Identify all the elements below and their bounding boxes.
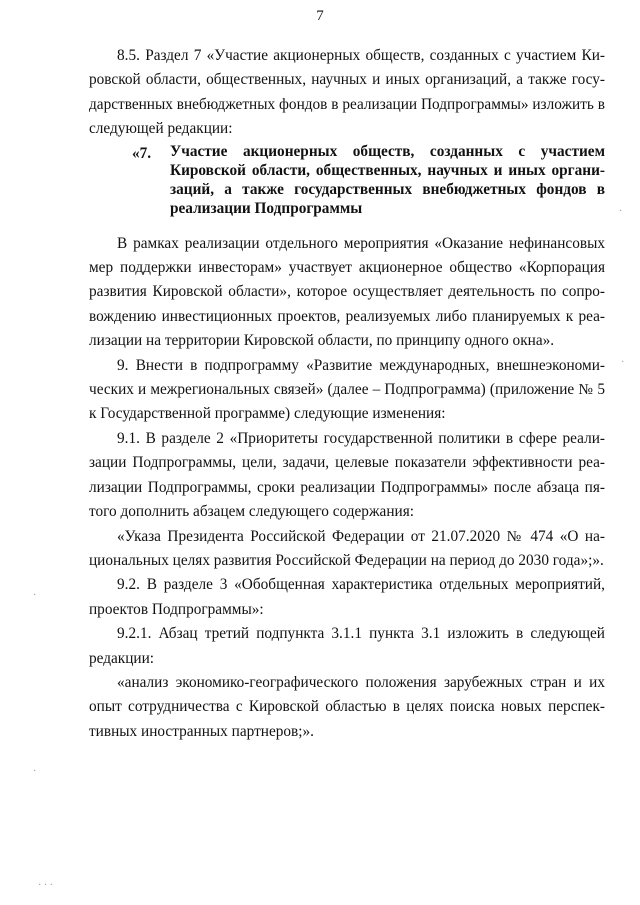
scan-speck: · · · bbox=[38, 880, 53, 891]
text-line: зации Подпрограммы, цели, задачи, целевые показатели эффективности реа- bbox=[89, 454, 605, 472]
text-line: тивных иностранных партнеров;». bbox=[89, 722, 314, 740]
heading-line: Участие акционерных обществ, созданных с участием bbox=[170, 142, 605, 160]
scan-speck: · bbox=[619, 206, 623, 217]
text-line: ровской области, общественных, научных и иных организаций, а также госу- bbox=[89, 71, 605, 89]
scan-speck: · bbox=[33, 590, 37, 601]
section-heading-number: «7. bbox=[132, 144, 152, 162]
text-line: мер поддержки инвесторам» участвует акционерное общество «Корпорация bbox=[89, 259, 605, 277]
text-line: 8.5. Раздел 7 «Участие акционерных обществ, созданных с участием Ки- bbox=[117, 47, 605, 64]
page-number: 7 bbox=[316, 8, 324, 24]
text-line: лизации на территории Кировской области, по принципу одного окна». bbox=[89, 332, 555, 350]
text-line: 9.2. В разделе 3 «Обобщенная характеристика отдельных мероприятий, bbox=[117, 576, 605, 594]
text-line: дарственных внебюджетных фондов в реализации Подпрограммы» изложить в bbox=[89, 95, 605, 113]
text-line: развития Кировской области», которое осуществляет деятельность по сопро- bbox=[89, 283, 605, 301]
document-body bbox=[89, 44, 605, 744]
paragraph-analysis bbox=[89, 671, 605, 744]
text-line: 9.2.1. Абзац третий подпункта 3.1.1 пункта 3.1 изложить в следующей bbox=[117, 625, 605, 643]
text-line: 9.1. В разделе 2 «Приоритеты государственной политики в сфере реали- bbox=[117, 429, 605, 447]
paragraph-9-1 bbox=[89, 427, 605, 525]
paragraph-8-5 bbox=[89, 44, 605, 142]
scan-speck: · bbox=[621, 357, 625, 368]
text-line: циональных целях развития Российской Федерации на период до 2030 года»;». bbox=[89, 551, 604, 569]
heading-line: Кировской области, общественных, научных и иных органи- bbox=[170, 161, 605, 179]
text-line: «Указа Президента Российской Федерации от 21.07.2020 № 474 «О на- bbox=[117, 527, 605, 545]
text-line: «анализ экономико-географического положения зарубежных стран и их bbox=[117, 673, 605, 691]
text-line: вождению инвестиционных проектов, реализуемых либо планируемых к реа- bbox=[89, 307, 605, 325]
paragraph-decree bbox=[89, 525, 605, 574]
text-line: к Государственной программе) следующие изменения: bbox=[89, 405, 446, 423]
text-line: опыт сотрудничества с Кировской областью в целях поиска новых перспек- bbox=[89, 698, 605, 716]
paragraph-9 bbox=[89, 354, 605, 427]
paragraph-corporation bbox=[89, 232, 605, 354]
scan-speck: · bbox=[33, 766, 37, 777]
text-line: лизации Подпрограммы, сроки реализации Подпрограммы» после абзаца пя- bbox=[89, 478, 605, 496]
text-line: ческих и межрегиональных связей» (далее – Подпрограмма) (приложение № 5 bbox=[89, 381, 605, 399]
text-line: следующей редакции: bbox=[89, 120, 233, 138]
paragraph-9-2-1 bbox=[89, 622, 605, 671]
heading-line: заций, а также государственных внебюджетных фондов в bbox=[170, 180, 605, 198]
text-line: В рамках реализации отдельного мероприятия «Оказание нефинансовых bbox=[117, 234, 605, 252]
text-line: проектов Подпрограммы»: bbox=[89, 600, 264, 618]
text-line: того дополнить абзацем следующего содержания: bbox=[89, 503, 414, 521]
text-line: редакции: bbox=[89, 649, 155, 667]
section-heading bbox=[89, 142, 605, 218]
paragraph-9-2 bbox=[89, 573, 605, 622]
text-line: 9. Внести в подпрограмму «Развитие международных, внешнеэкономи- bbox=[117, 356, 605, 374]
heading-line: реализации Подпрограммы bbox=[170, 199, 363, 217]
